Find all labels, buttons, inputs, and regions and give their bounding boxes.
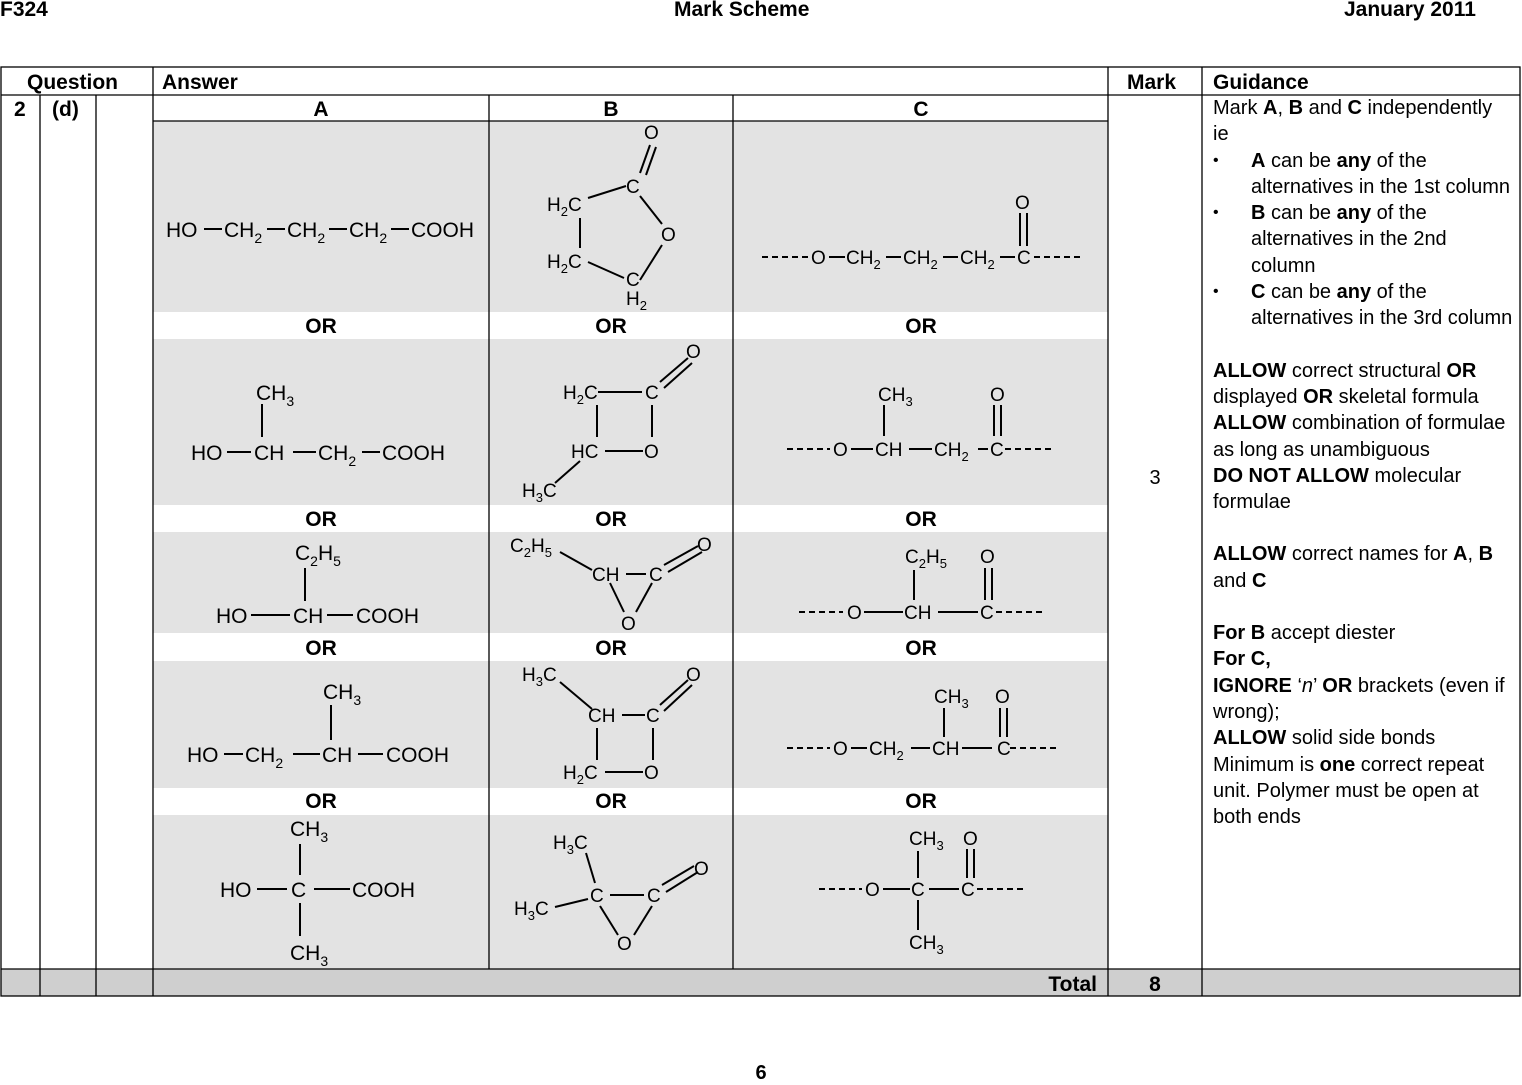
or-label: OR [305, 637, 337, 660]
svg-text:O: O [617, 934, 632, 955]
svg-text:COOH: COOH [411, 219, 474, 242]
svg-text:H2C: $H_2C$ [563, 763, 598, 787]
svg-text:H3C: $H_3C$ [522, 481, 557, 505]
or-label: OR [905, 790, 937, 813]
svg-text:O: O [644, 763, 659, 784]
header-mark: Mark [1127, 71, 1177, 94]
guidance-for-b: For B accept diester [1213, 622, 1396, 645]
svg-text:CH2: $CH_2$ [224, 219, 263, 246]
svg-text:CH3: $CH_3$ [323, 681, 362, 708]
svg-text:CH3: $CH_3$ [909, 933, 944, 957]
svg-text:CH2: $CH_2$ [960, 248, 995, 272]
svg-text:CH2: $CH_2$ [287, 219, 326, 246]
or-label: OR [905, 637, 937, 660]
question-number: 2 [14, 98, 26, 121]
svg-text:C: C [961, 880, 975, 901]
or-label: OR [595, 790, 627, 813]
svg-text:HO: HO [166, 219, 198, 242]
svg-text:C: C [645, 383, 659, 404]
svg-text:CH2: $CH_2$ [349, 219, 388, 246]
guidance-bullets [1213, 148, 1513, 332]
svg-text:COOH: COOH [356, 605, 419, 628]
header-guidance: Guidance [1213, 71, 1309, 94]
question-part: (d) [52, 98, 79, 121]
svg-text:H3C: $H_3C$ [514, 899, 549, 923]
svg-text:C: C [646, 706, 660, 727]
svg-text:CH3: $CH_3$ [909, 829, 944, 853]
svg-text:O: O [694, 859, 709, 880]
svg-text:CH2: $CH_2$ [318, 442, 357, 469]
svg-text:CH: CH [904, 603, 932, 624]
total-mark: 8 [1149, 973, 1161, 996]
header-question: Question [27, 71, 119, 94]
guidance-text [1213, 95, 1513, 830]
svg-text:O: O [686, 342, 701, 363]
svg-text:C: C [911, 880, 925, 901]
svg-text:H2C: $H_2C$ [563, 383, 598, 407]
svg-text:C: C [626, 270, 640, 291]
svg-text:H2C: $H_2C$ [547, 195, 582, 219]
svg-text:CH: CH [322, 744, 353, 767]
or-label: OR [305, 508, 337, 531]
svg-text:O: O [661, 225, 676, 246]
svg-text:C: C [649, 565, 663, 586]
svg-text:CH3: $CH_3$ [290, 818, 329, 845]
svg-text:H3C: $H_3C$ [553, 833, 588, 857]
svg-text:C: C [291, 879, 307, 902]
guidance-bullet: • B can be any of the alternatives in the 2nd column [1213, 200, 1513, 279]
svg-text:O: O [847, 603, 862, 624]
svg-text:HO: HO [191, 442, 223, 465]
svg-text:O: O [697, 535, 712, 556]
or-label: OR [595, 508, 627, 531]
guidance-allow-names: ALLOW correct names for A, B and C [1213, 543, 1494, 592]
svg-text:O: O [1015, 193, 1030, 214]
svg-text:HO: HO [220, 879, 252, 902]
svg-text:CH2: $CH_2$ [245, 744, 284, 771]
svg-text:C: C [590, 886, 604, 907]
guidance-bullet: • A can be any of the alternatives in the 1st column [1213, 148, 1513, 201]
svg-text:HO: HO [216, 605, 248, 628]
guidance-allow-combination: ALLOW combination of formulae as long as unambiguous [1213, 412, 1506, 461]
svg-text:CH2: $CH_2$ [869, 739, 904, 763]
guidance-intro: Mark A, B and C independently ie [1213, 97, 1493, 146]
svg-text:O: O [995, 687, 1010, 708]
total-label: Total [1048, 973, 1097, 996]
svg-text:H2: $H_2$ [626, 289, 647, 313]
svg-text:COOH: COOH [386, 744, 449, 767]
guidance-allow-formula: ALLOW correct structural OR displayed OR skeletal formula [1213, 359, 1479, 408]
svg-text:CH: CH [875, 440, 903, 461]
svg-text:CH3: $CH_3$ [934, 687, 969, 711]
svg-text:HO: HO [187, 744, 219, 767]
svg-text:CH: CH [588, 706, 616, 727]
svg-text:COOH: COOH [352, 879, 415, 902]
svg-text:CH3: $CH_3$ [256, 382, 295, 409]
svg-text:CH: CH [592, 565, 620, 586]
guidance-ignore: IGNORE ‘n’ OR brackets (even if wrong); [1213, 674, 1505, 723]
svg-text:O: O [963, 829, 978, 850]
svg-text:CH2: $CH_2$ [934, 440, 969, 464]
svg-text:C2H5: $C_2H_5$ [295, 542, 341, 569]
header-date: January 2011 [1344, 0, 1476, 21]
svg-text:CH2: $CH_2$ [903, 248, 938, 272]
header-answer: Answer [162, 71, 238, 94]
svg-text:O: O [833, 739, 848, 760]
svg-text:O: O [865, 880, 880, 901]
guidance-bullet: • C can be any of the alternatives in the 3rd column [1213, 279, 1513, 332]
svg-text:H2C: $H_2C$ [547, 252, 582, 276]
svg-text:CH: CH [932, 739, 960, 760]
or-label: OR [595, 637, 627, 660]
svg-text:COOH: COOH [382, 442, 445, 465]
guidance-do-not-allow: DO NOT ALLOW molecular formulae [1213, 464, 1462, 514]
or-label: OR [305, 315, 337, 338]
svg-text:C: C [1017, 248, 1031, 269]
svg-text:CH: CH [293, 605, 324, 628]
svg-text:C: C [626, 177, 640, 198]
svg-text:O: O [811, 248, 826, 269]
svg-text:C2H5: $C_2H_5$ [510, 536, 552, 560]
svg-text:CH: CH [254, 442, 285, 465]
guidance-minimum: Minimum is one correct repeat unit. Polymer must be open at both ends [1213, 753, 1485, 829]
or-label: OR [595, 315, 627, 338]
guidance-for-c: For C, [1213, 648, 1271, 671]
svg-text:O: O [621, 614, 636, 635]
page-number: 6 [755, 1062, 767, 1084]
header-title: Mark Scheme [674, 0, 810, 21]
svg-text:O: O [686, 665, 701, 686]
column-a-label: A [313, 98, 329, 121]
svg-text:CH3: $CH_3$ [878, 385, 913, 409]
svg-text:C2H5: $C_2H_5$ [905, 547, 947, 571]
svg-text:C: C [997, 739, 1011, 760]
header-code: F324 [0, 0, 48, 21]
or-label: OR [305, 790, 337, 813]
svg-text:C: C [980, 603, 994, 624]
or-label: OR [905, 508, 937, 531]
svg-text:O: O [990, 385, 1005, 406]
svg-text:CH2: $CH_2$ [846, 248, 881, 272]
mark-value: 3 [1149, 467, 1161, 489]
svg-text:CH3: $CH_3$ [290, 942, 329, 969]
svg-text:C: C [647, 886, 661, 907]
svg-text:O: O [980, 547, 995, 568]
or-label: OR [905, 315, 937, 338]
svg-text:O: O [644, 442, 659, 463]
svg-text:HC: HC [571, 442, 599, 463]
column-c-label: C [913, 98, 929, 121]
column-b-label: B [603, 98, 619, 121]
guidance-allow-side-bonds: ALLOW solid side bonds [1213, 727, 1436, 750]
svg-text:O: O [644, 123, 659, 144]
svg-text:H3C: $H_3C$ [522, 665, 557, 689]
svg-text:O: O [833, 440, 848, 461]
svg-text:C: C [990, 440, 1004, 461]
